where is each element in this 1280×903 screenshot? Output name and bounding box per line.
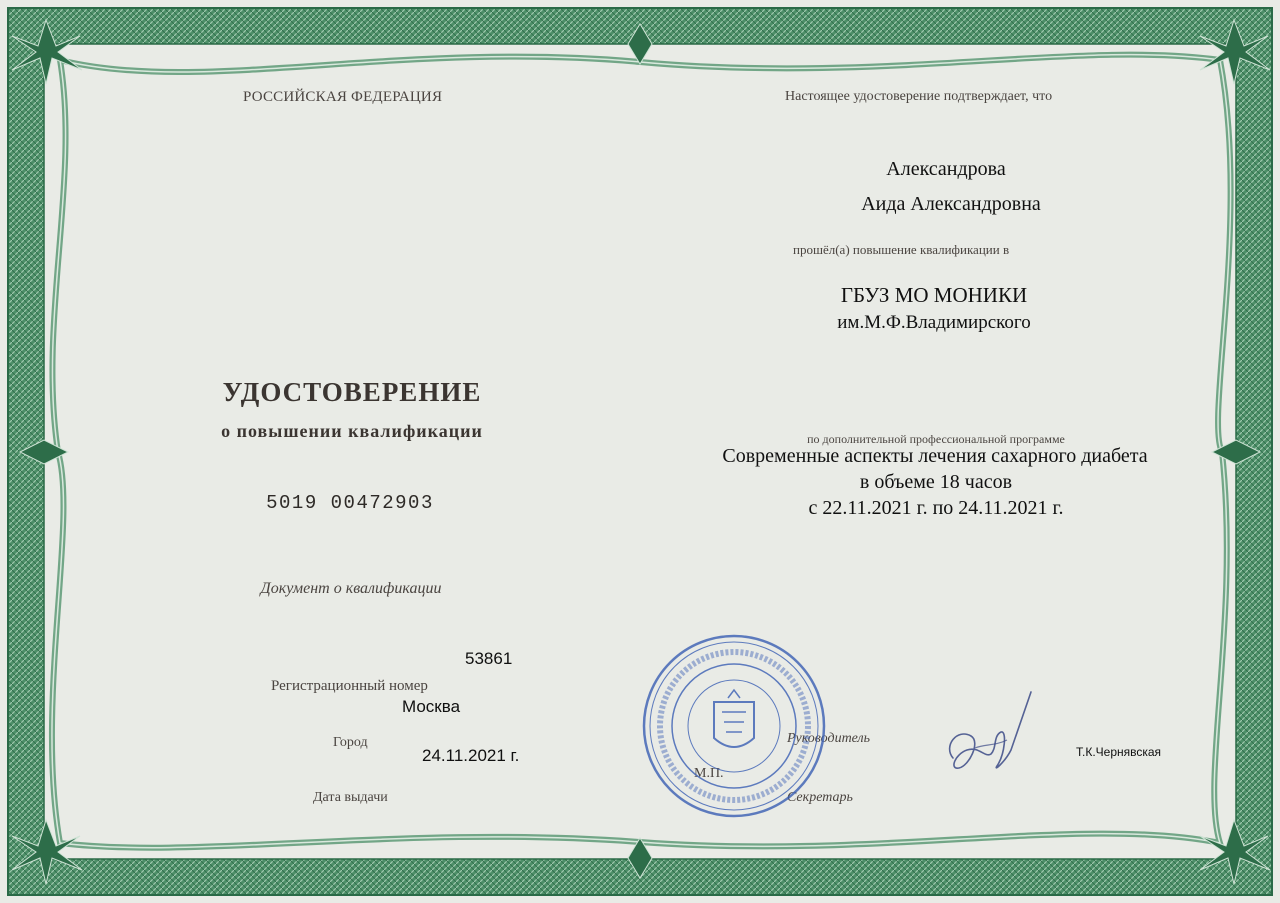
issue-date-value: 24.11.2021 г. xyxy=(422,746,520,765)
program-volume: в объеме 18 часов xyxy=(859,471,1013,493)
document-title: УДОСТОВЕРЕНИЕ xyxy=(222,377,482,407)
reg-number-label: Регистрационный номер xyxy=(271,678,428,694)
document-number: 5019 00472903 xyxy=(266,492,434,514)
organization-name-line2: им.М.Ф.Владимирского xyxy=(837,312,1031,333)
head-name: Т.К.Чернявская xyxy=(1076,745,1162,759)
organization-name: ГБУЗ МО МОНИКИ xyxy=(840,283,1028,307)
signature xyxy=(935,688,1045,783)
confirms-label: Настоящее удостоверение подтверждает, что xyxy=(785,89,1053,104)
document-subtitle: о повышении квалификации xyxy=(221,421,483,441)
country-label: РОССИЙСКАЯ ФЕДЕРАЦИЯ xyxy=(243,89,443,105)
program-name: Современные аспекты лечения сахарного диабета xyxy=(722,445,1148,467)
head-label: Руководитель xyxy=(787,731,871,746)
seal-place-label: М.П. xyxy=(694,766,724,781)
city-label: Город xyxy=(333,735,368,750)
city-value: Москва xyxy=(402,697,461,716)
program-label: по дополнительной профессиональной программе xyxy=(807,432,1065,446)
doc-type-label: Документ о квалификации xyxy=(260,580,442,597)
reg-number-value: 53861 xyxy=(465,649,513,668)
holder-surname: Александрова xyxy=(886,158,1006,180)
secretary-label: Секретарь xyxy=(787,790,853,805)
official-seal-stamp xyxy=(640,632,828,820)
issue-date-label: Дата выдачи xyxy=(313,790,388,805)
holder-given-names: Аида Александровна xyxy=(861,193,1041,215)
completed-label: прошёл(а) повышение квалификации в xyxy=(793,242,1010,257)
program-period: с 22.11.2021 г. по 24.11.2021 г. xyxy=(808,497,1064,519)
